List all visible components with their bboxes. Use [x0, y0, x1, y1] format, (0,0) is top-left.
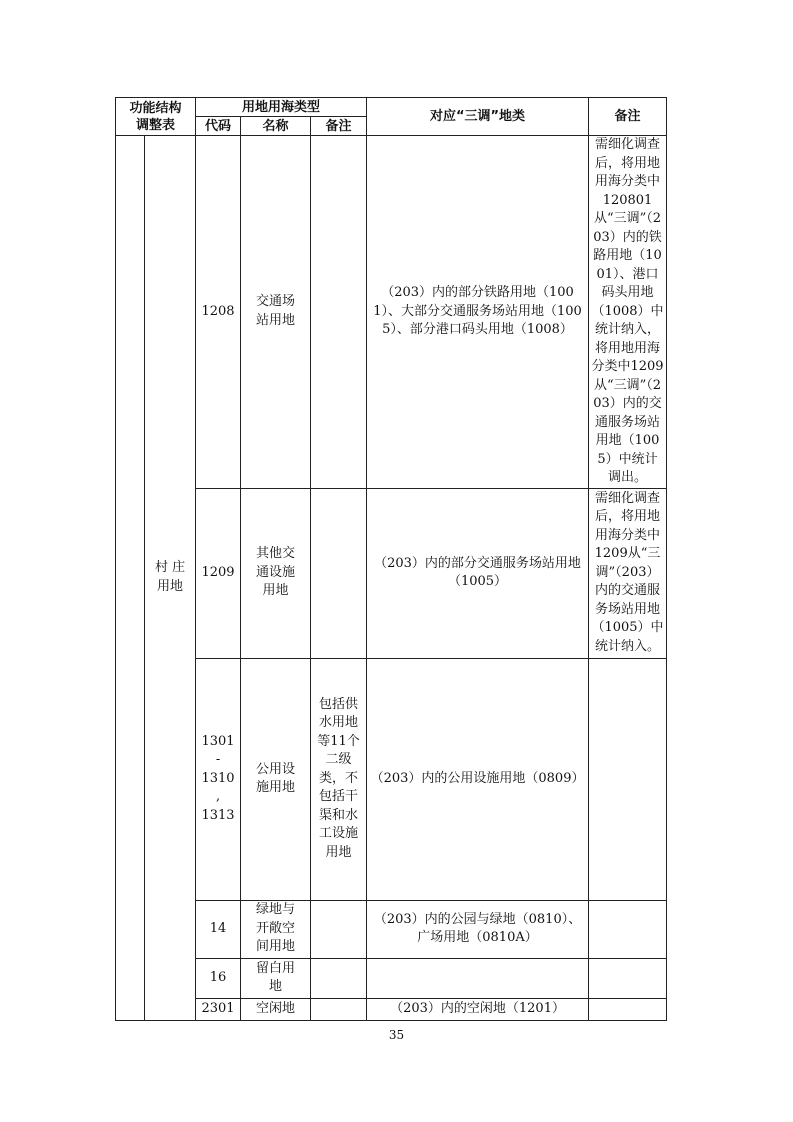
note-cell — [311, 488, 367, 658]
sandiao-cell: （203）内的部分铁路用地（1001）、大部分交通服务场站用地（1005）、部分港口码头用地（1008） — [367, 136, 589, 489]
code-cell: 1209 — [196, 488, 241, 658]
name-cell: 留白用 地 — [241, 958, 311, 998]
header-note: 备注 — [311, 117, 367, 136]
table-row — [116, 998, 667, 1020]
sandiao-cell: （203）内的公用设施用地（0809） — [367, 658, 589, 900]
table-row — [116, 658, 667, 900]
sandiao-cell: （203）内的部分交通服务场站用地（1005） — [367, 488, 589, 658]
remarks-cell — [589, 658, 667, 900]
remarks-cell — [589, 900, 667, 958]
table-row — [116, 958, 667, 998]
sandiao-cell: （203）内的空闲地（1201） — [367, 998, 589, 1020]
note-cell: 包括供水用地等11个二级类，不包括干渠和水工设施用地 — [311, 658, 367, 900]
header-land-sea-type: 用地用海类型 — [196, 98, 367, 117]
remarks-cell: 需细化调查后，将用地用海分类中1209从“三调”（203）内的交通服务场站用地（1005）中统计纳入。 — [589, 488, 667, 658]
name-cell: 其他交 通设施 用地 — [241, 488, 311, 658]
table-row — [116, 900, 667, 958]
remarks-cell — [589, 958, 667, 998]
name-cell: 绿地与 开敞空 间用地 — [241, 900, 311, 958]
page-number: 35 — [388, 1028, 405, 1042]
code-cell: 1301 - 1310 , 1313 — [196, 658, 241, 900]
header-name: 名称 — [241, 117, 311, 136]
code-cell: 2301 — [196, 998, 241, 1020]
code-cell: 16 — [196, 958, 241, 998]
remarks-cell: 需细化调查后，将用地用海分类中120801从“三调”（203）内的铁路用地（1001）、港口码头用地（1008）中统计纳入，将用地用海分类中1209从“三调”（203）内的交通服务场站用地（1005）中统计调出。 — [589, 136, 667, 489]
sandiao-cell — [367, 958, 589, 998]
blank-cell — [116, 136, 145, 1021]
name-cell: 交通场 站用地 — [241, 136, 311, 489]
note-cell — [311, 900, 367, 958]
remarks-cell — [589, 998, 667, 1020]
sandiao-cell: （203）内的公园与绿地（0810）、广场用地（0810A） — [367, 900, 589, 958]
category-cell: 村 庄 用地 — [145, 136, 196, 1021]
note-cell — [311, 998, 367, 1020]
name-cell: 空闲地 — [241, 998, 311, 1020]
table-row — [116, 136, 667, 489]
land-use-table — [115, 97, 667, 1021]
header-remarks: 备注 — [589, 98, 667, 136]
table-row — [116, 488, 667, 658]
name-cell: 公用设 施用地 — [241, 658, 311, 900]
note-cell — [311, 958, 367, 998]
code-cell: 14 — [196, 900, 241, 958]
note-cell — [311, 136, 367, 489]
header-code: 代码 — [196, 117, 241, 136]
header-sandiao: 对应“三调”地类 — [367, 98, 589, 136]
code-cell: 1208 — [196, 136, 241, 489]
header-func-structure: 功能结构 调整表 — [116, 98, 196, 136]
